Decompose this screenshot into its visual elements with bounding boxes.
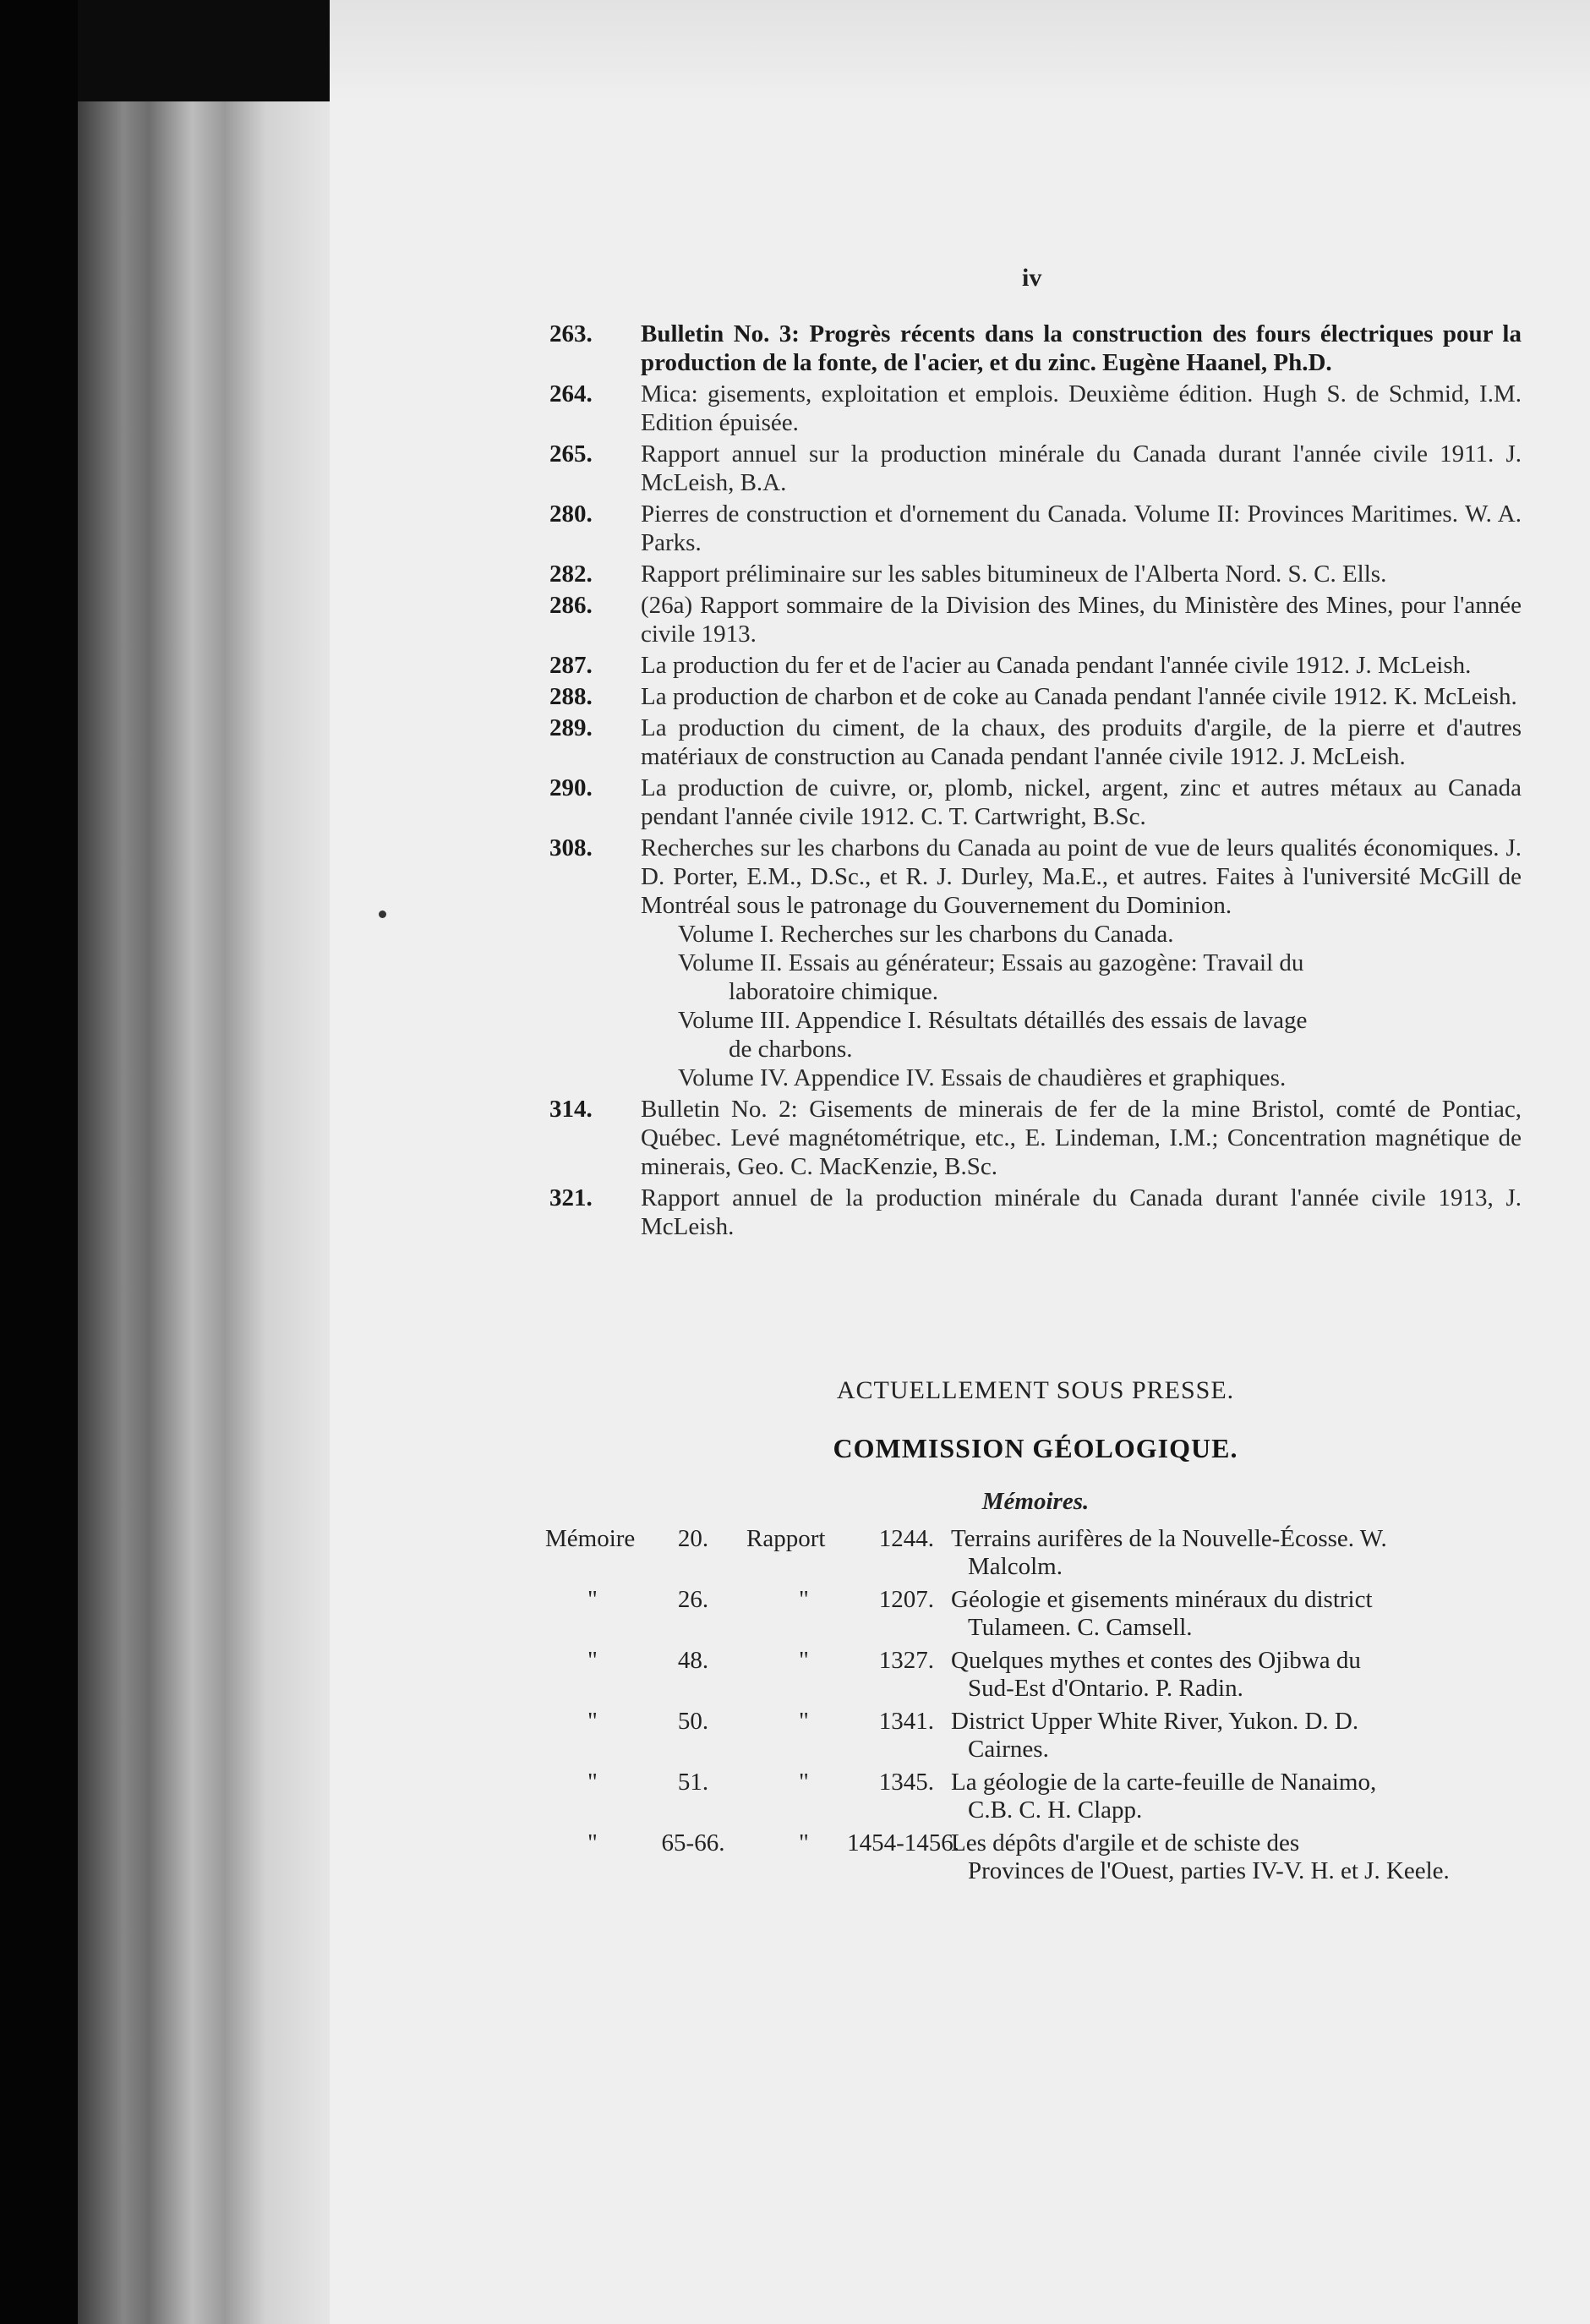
entry-number: 290. — [549, 774, 593, 801]
rapport-number: 1327. — [878, 1647, 934, 1674]
publication-entry — [549, 440, 1522, 497]
entry-number: 287. — [549, 652, 593, 679]
memoire-title-line: Les dépôts d'argile et de schiste des — [951, 1829, 1300, 1856]
entry-text: La production du fer et de l'acier au Canada pendant l'année civile 1912. J. McLeish. — [641, 652, 1472, 679]
ditto-mark: " — [587, 1647, 598, 1674]
volume-line — [641, 920, 1522, 949]
memoire-number: 26. — [677, 1586, 709, 1613]
memoire-title-continuation: Provinces de l'Ouest, parties IV-V. H. et J. Keele. — [968, 1857, 1450, 1884]
entry-number: 286. — [549, 592, 593, 619]
memoire-row — [545, 1525, 1526, 1583]
section-heading-commission: COMMISSION GÉOLOGIQUE. — [833, 1433, 1238, 1463]
rapport-number: 1341. — [878, 1708, 934, 1735]
memoire-title-line: District Upper White River, Yukon. D. D. — [951, 1708, 1359, 1735]
entry-text: Rapport annuel sur la production minérale du Canada durant l'année civile 1911. J. McLeish, B.A. — [641, 440, 1522, 496]
entry-number: 282. — [549, 560, 593, 588]
memoire-number: 65-66. — [661, 1829, 725, 1856]
memoire-number: 48. — [677, 1647, 709, 1674]
publication-entry — [549, 774, 1522, 831]
ditto-mark: " — [799, 1586, 809, 1613]
rapport-number: 1454-1456. — [847, 1829, 959, 1856]
memoire-row — [545, 1586, 1526, 1643]
memoire-title — [951, 1586, 1526, 1642]
entry-number: 265. — [549, 440, 593, 468]
publication-entry — [549, 651, 1522, 680]
memoire-number: 51. — [677, 1769, 709, 1796]
entry-text: La production de charbon et de coke au Canada pendant l'année civile 1912. K. McLeish. — [641, 683, 1517, 710]
entry-number: 264. — [549, 380, 593, 407]
memoire-title-line: Quelques mythes et contes des Ojibwa du — [951, 1647, 1361, 1674]
memoire-title — [951, 1829, 1526, 1885]
volume-line — [641, 1064, 1522, 1092]
ditto-mark: " — [587, 1829, 598, 1856]
ditto-mark: " — [587, 1586, 598, 1613]
memoire-row — [545, 1829, 1526, 1887]
memoire-title — [951, 1769, 1526, 1824]
rapport-label: Rapport — [746, 1525, 826, 1552]
entry-text: Pierres de construction et d'ornement du Canada. Volume II: Provinces Maritimes. W. A. Parks. — [641, 500, 1522, 556]
entry-text: Rapport annuel de la production minérale du Canada durant l'année civile 1913, J. McLeish. — [641, 1184, 1522, 1240]
ditto-mark: " — [799, 1769, 809, 1796]
rapport-number: 1244. — [878, 1525, 934, 1552]
ditto-mark: " — [799, 1647, 809, 1674]
volume-continuation: laboratoire chimique. — [729, 978, 939, 1005]
publication-entry — [549, 500, 1522, 557]
volume-text: Volume II. Essais au générateur; Essais au gazogène: Travail du — [678, 949, 1304, 976]
page-stack-shadow — [78, 0, 331, 101]
memoire-row — [545, 1769, 1526, 1826]
publication-entry — [549, 1095, 1522, 1181]
memoire-title-line: Terrains aurifères de la Nouvelle-Écosse. W. — [951, 1525, 1387, 1552]
volume-text: Volume III. Appendice I. Résultats détaillés des essais de lavage — [678, 1007, 1308, 1034]
entry-text: Recherches sur les charbons du Canada au point de vue de leurs qualités économiques. J. D. Porter, E.M., D.Sc., et R. J. Durley, Ma.E., et autres. Faites à l'université McGill de Montréal sous le patronage du Gouvernement du Dominion. — [641, 834, 1522, 919]
memoire-title-continuation: Tulameen. C. Camsell. — [968, 1614, 1193, 1641]
memoire-title-continuation: C.B. C. H. Clapp. — [968, 1796, 1143, 1824]
entry-number: 321. — [549, 1184, 593, 1211]
entry-text: Bulletin No. 3: Progrès récents dans la construction des fours électriques pour la production de la fonte, de l'acier, et du zinc. Eugène Haanel, Ph.D. — [641, 320, 1522, 376]
publication-list — [549, 320, 1522, 1244]
entry-text: La production du ciment, de la chaux, des produits d'argile, de la pierre et d'autres matériaux de construction au Canada pendant l'année civile 1912. J. McLeish. — [641, 714, 1522, 770]
publication-entry — [549, 591, 1522, 648]
publication-entry — [549, 560, 1522, 588]
memoire-title-line: La géologie de la carte-feuille de Nanaimo, — [951, 1769, 1377, 1796]
memoire-label: Mémoire — [545, 1525, 636, 1552]
subheading-memoires: Mémoires. — [981, 1488, 1090, 1515]
volume-line — [641, 1006, 1522, 1064]
entry-number: 289. — [549, 714, 593, 741]
volume-continuation: de charbons. — [729, 1036, 853, 1063]
memoire-title — [951, 1525, 1526, 1581]
entry-number: 280. — [549, 500, 593, 528]
volume-text: Volume IV. Appendice IV. Essais de chaudières et graphiques. — [678, 1064, 1287, 1091]
memoire-title-continuation: Sud-Est d'Ontario. P. Radin. — [968, 1675, 1243, 1702]
publication-entry — [549, 714, 1522, 771]
ditto-mark: " — [587, 1708, 598, 1735]
publication-entry — [549, 834, 1522, 1092]
memoire-title-continuation: Malcolm. — [968, 1553, 1063, 1580]
rapport-number: 1345. — [878, 1769, 934, 1796]
volume-text: Volume I. Recherches sur les charbons du Canada. — [678, 921, 1174, 948]
publication-entry — [549, 1184, 1522, 1241]
memoire-title — [951, 1708, 1526, 1764]
scan-speck — [379, 910, 386, 918]
entry-number: 288. — [549, 683, 593, 710]
page-stack-edge — [78, 0, 331, 2324]
entry-text: (26a) Rapport sommaire de la Division des Mines, du Ministère des Mines, pour l'année civile 1913. — [641, 592, 1522, 648]
volume-line — [641, 949, 1522, 1006]
entry-text: Mica: gisements, exploitation et emplois. Deuxième édition. Hugh S. de Schmid, I.M. Edition épuisée. — [641, 380, 1522, 436]
memoires-list — [545, 1525, 1526, 1890]
memoire-row — [545, 1708, 1526, 1765]
publication-entry — [549, 682, 1522, 711]
entry-number: 314. — [549, 1096, 593, 1123]
entry-text: Rapport préliminaire sur les sables bitumineux de l'Alberta Nord. S. C. Ells. — [641, 560, 1387, 588]
rapport-number: 1207. — [878, 1586, 934, 1613]
publication-entry — [549, 320, 1522, 377]
memoire-row — [545, 1647, 1526, 1704]
page-number: iv — [1022, 264, 1042, 292]
entry-text: La production de cuivre, or, plomb, nickel, argent, zinc et autres métaux au Canada pendant l'année civile 1912. C. T. Cartwright, B.Sc. — [641, 774, 1522, 830]
entry-number: 263. — [549, 320, 593, 347]
memoire-number: 20. — [677, 1525, 709, 1552]
entry-text: Bulletin No. 2: Gisements de minerais de fer de la mine Bristol, comté de Pontiac, Québec. Levé magnétométrique, etc., E. Lindeman, I.M.; Concentration magnétique de minerais, Geo. C. MacKenzie, B.Sc. — [641, 1096, 1522, 1180]
ditto-mark: " — [799, 1829, 809, 1856]
entry-number: 308. — [549, 834, 593, 861]
memoire-number: 50. — [677, 1708, 709, 1735]
publication-entry — [549, 380, 1522, 437]
scan-edge — [0, 0, 78, 2324]
ditto-mark: " — [799, 1708, 809, 1735]
memoire-title — [951, 1647, 1526, 1703]
memoire-title-line: Géologie et gisements minéraux du district — [951, 1586, 1373, 1613]
ditto-mark: " — [587, 1769, 598, 1796]
memoire-title-continuation: Cairnes. — [968, 1736, 1049, 1763]
section-heading-in-press: ACTUELLEMENT SOUS PRESSE. — [836, 1376, 1235, 1404]
